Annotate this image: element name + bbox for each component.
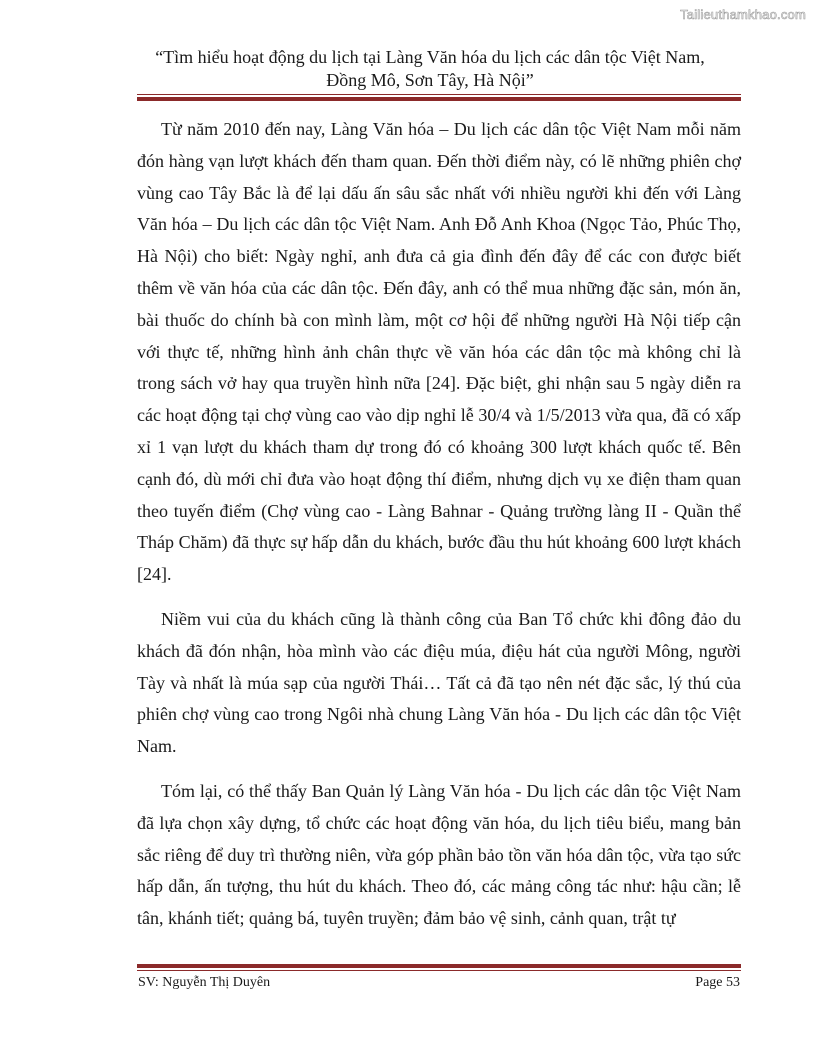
footer-rule-thick [137,964,741,968]
header-rule-thick [137,97,741,101]
header-rule-thin [137,94,741,95]
paragraph-2: Niềm vui của du khách cũng là thành công của Ban Tổ chức khi đông đảo du khách đã đón nhận, hòa mình vào các điệu múa, điệu hát của người Mông, người Tày và nhất là múa sạp của người Thái… Tất cả đã tạo nên nét đặc sắc, lý thú của phiên chợ vùng cao trong Ngôi nhà chung Làng Văn hóa - Du lịch các dân tộc Việt Nam. [137,608,741,757]
paragraph-1: Từ năm 2010 đến nay, Làng Văn hóa – Du lịch các dân tộc Việt Nam mỗi năm đón hàng vạn lượt khách đến tham quan. Đến thời điểm này, có lẽ những phiên chợ vùng cao Tây Bắc là để lại dấu ấn sâu sắc nhất với nhiều người khi đến với Làng Văn hóa – Du lịch các dân tộc Việt Nam. Anh Đỗ Anh Khoa (Ngọc Tảo, Phúc Thọ, Hà Nội) cho biết: Ngày nghỉ, anh đưa cả gia đình đến đây để các con được biết thêm về văn hóa của các dân tộc. Đến đây, anh có thể mua những đặc sản, món ăn, bài thuốc do chính bà con mình làm, một cơ hội để những người Hà Nội tiếp cận với thực tế, những hình ảnh chân thực về văn hóa các dân tộc mà không chỉ là trong sách vở hay qua truyền hình nữa [24]. Đặc biệt, ghi nhận sau 5 ngày diễn ra các hoạt động tại chợ vùng cao vào dịp nghỉ lễ 30/4 và 1/5/2013 vừa qua, đã có xấp xỉ 1 vạn lượt du khách tham dự trong đó có khoảng 300 lượt khách quốc tế. Bên cạnh đó, dù mới chỉ đưa vào hoạt động thí điểm, nhưng dịch vụ xe điện tham quan theo tuyến điểm (Chợ vùng cao - Làng Bahnar - Quảng trường làng II - Quần thể Tháp Chăm) đã thực sự hấp dẫn du khách, bước đầu thu hút khoảng 600 lượt khách [24]. [137,119,741,585]
page-header-title [120,46,740,92]
header-title-line-2: Đồng Mô, Sơn Tây, Hà Nội” [326,70,534,90]
footer-rule-thin [137,970,741,971]
header-title-line-1: “Tìm hiểu hoạt động du lịch tại Làng Văn hóa du lịch các dân tộc Việt Nam, [155,47,705,67]
watermark-text: Tailieuthamkhao.com [680,7,806,22]
footer-page-number: Page 53 [695,975,740,990]
document-body [137,114,741,935]
footer-author: SV: Nguyễn Thị Duyên [138,975,271,990]
paragraph-3: Tóm lại, có thể thấy Ban Quản lý Làng Văn hóa - Du lịch các dân tộc Việt Nam đã lựa chọn xây dựng, tổ chức các hoạt động văn hóa, du lịch tiêu biểu, mang bản sắc riêng để duy trì thường niên, vừa góp phần bảo tồn văn hóa dân tộc, vừa tạo sức hấp dẫn, ấn tượng, thu hút du khách. Theo đó, các mảng công tác như: hậu cần; lễ tân, khánh tiết; quảng bá, tuyên truyền; đảm bảo vệ sinh, cảnh quan, trật tự [137,780,741,929]
